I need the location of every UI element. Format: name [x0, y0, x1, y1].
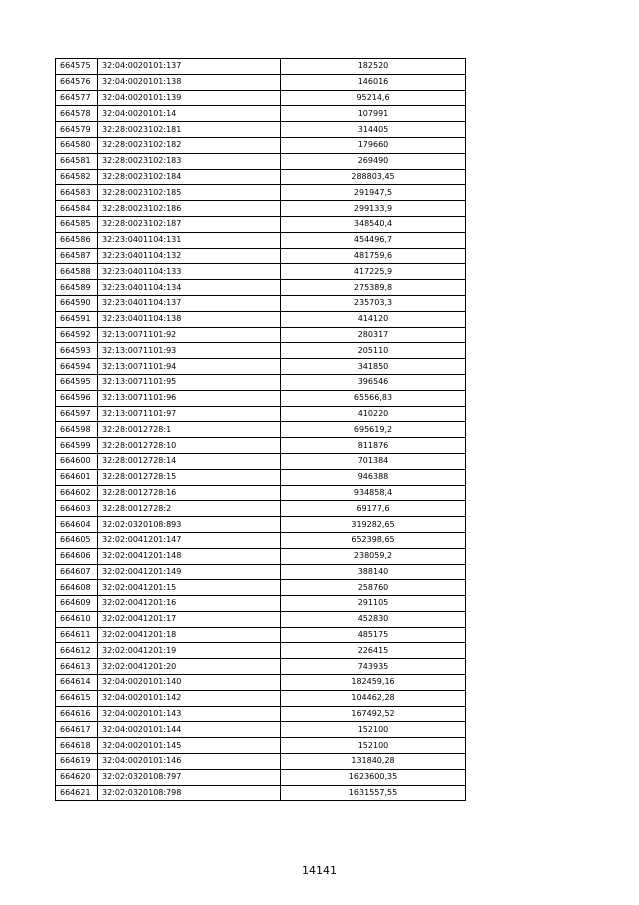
table-row: [56, 517, 466, 533]
value-cell: 275389,8: [281, 280, 466, 296]
table-row: [56, 59, 466, 75]
table-row: [56, 769, 466, 785]
cadastral-number-cell: 32:02:0041201:15: [98, 580, 281, 596]
value-cell: 95214,6: [281, 90, 466, 106]
cadastral-number-cell: 32:23:0401104:134: [98, 280, 281, 296]
row-number-cell: 664613: [56, 659, 98, 675]
cadastral-number-cell: 32:02:0041201:19: [98, 643, 281, 659]
cadastral-number-cell: 32:28:0023102:182: [98, 137, 281, 153]
cadastral-number-cell: 32:28:0012728:1: [98, 422, 281, 438]
row-number-cell: 664608: [56, 580, 98, 596]
cadastral-number-cell: 32:13:0071101:96: [98, 390, 281, 406]
cadastral-number-cell: 32:02:0041201:16: [98, 596, 281, 612]
row-number-cell: 664620: [56, 769, 98, 785]
value-cell: 1631557,55: [281, 785, 466, 801]
row-number-cell: 664615: [56, 690, 98, 706]
value-cell: 652398,65: [281, 532, 466, 548]
value-cell: 695619,2: [281, 422, 466, 438]
cadastral-number-cell: 32:04:0020101:143: [98, 706, 281, 722]
value-cell: 291947,5: [281, 185, 466, 201]
table-row: [56, 74, 466, 90]
value-cell: 107991: [281, 106, 466, 122]
row-number-cell: 664596: [56, 390, 98, 406]
row-number-cell: 664604: [56, 517, 98, 533]
cadastral-number-cell: 32:28:0012728:10: [98, 438, 281, 454]
value-cell: 269490: [281, 153, 466, 169]
table-row: [56, 90, 466, 106]
row-number-cell: 664617: [56, 722, 98, 738]
value-cell: 152100: [281, 738, 466, 754]
row-number-cell: 664618: [56, 738, 98, 754]
row-number-cell: 664606: [56, 548, 98, 564]
table-row: [56, 564, 466, 580]
value-cell: 481759,6: [281, 248, 466, 264]
value-cell: 319282,65: [281, 517, 466, 533]
value-cell: 146016: [281, 74, 466, 90]
page-number: 14141: [302, 864, 337, 877]
row-number-cell: 664587: [56, 248, 98, 264]
value-cell: 341850: [281, 359, 466, 375]
cadastral-number-cell: 32:02:0041201:18: [98, 627, 281, 643]
value-cell: 701384: [281, 453, 466, 469]
row-number-cell: 664589: [56, 280, 98, 296]
cadastral-number-cell: 32:02:0041201:17: [98, 611, 281, 627]
table-row: [56, 485, 466, 501]
row-number-cell: 664588: [56, 264, 98, 280]
table-body: [56, 59, 466, 801]
cadastral-number-cell: 32:28:0012728:16: [98, 485, 281, 501]
row-number-cell: 664591: [56, 311, 98, 327]
cadastral-number-cell: 32:28:0023102:183: [98, 153, 281, 169]
cadastral-number-cell: 32:02:0320108:798: [98, 785, 281, 801]
value-cell: 65566,83: [281, 390, 466, 406]
cadastral-number-cell: 32:28:0012728:14: [98, 453, 281, 469]
table-row: [56, 106, 466, 122]
cadastral-number-cell: 32:28:0023102:181: [98, 122, 281, 138]
table-row: [56, 327, 466, 343]
table-row: [56, 548, 466, 564]
row-number-cell: 664616: [56, 706, 98, 722]
value-cell: 314405: [281, 122, 466, 138]
cadastral-number-cell: 32:23:0401104:133: [98, 264, 281, 280]
value-cell: 452830: [281, 611, 466, 627]
cadastral-number-cell: 32:13:0071101:97: [98, 406, 281, 422]
row-number-cell: 664584: [56, 201, 98, 217]
value-cell: 811876: [281, 438, 466, 454]
value-cell: 454496,7: [281, 232, 466, 248]
table-row: [56, 153, 466, 169]
value-cell: 69177,6: [281, 501, 466, 517]
table-row: [56, 122, 466, 138]
row-number-cell: 664585: [56, 216, 98, 232]
value-cell: 396546: [281, 374, 466, 390]
value-cell: 205110: [281, 343, 466, 359]
cadastral-number-cell: 32:28:0023102:184: [98, 169, 281, 185]
row-number-cell: 664612: [56, 643, 98, 659]
value-cell: 167492,52: [281, 706, 466, 722]
row-number-cell: 664578: [56, 106, 98, 122]
table-row: [56, 359, 466, 375]
table-row: [56, 611, 466, 627]
value-cell: 388140: [281, 564, 466, 580]
cadastral-number-cell: 32:23:0401104:137: [98, 295, 281, 311]
cadastral-number-cell: 32:13:0071101:94: [98, 359, 281, 375]
cadastral-number-cell: 32:13:0071101:93: [98, 343, 281, 359]
value-cell: 946388: [281, 469, 466, 485]
table-row: [56, 706, 466, 722]
value-cell: 934858,4: [281, 485, 466, 501]
value-cell: 182459,16: [281, 675, 466, 691]
value-cell: 280317: [281, 327, 466, 343]
cadastral-number-cell: 32:13:0071101:95: [98, 374, 281, 390]
row-number-cell: 664577: [56, 90, 98, 106]
table-row: [56, 580, 466, 596]
table-row: [56, 596, 466, 612]
table-row: [56, 438, 466, 454]
table-row: [56, 232, 466, 248]
table-row: [56, 280, 466, 296]
row-number-cell: 664603: [56, 501, 98, 517]
row-number-cell: 664576: [56, 74, 98, 90]
cadastral-number-cell: 32:28:0012728:15: [98, 469, 281, 485]
row-number-cell: 664597: [56, 406, 98, 422]
row-number-cell: 664580: [56, 137, 98, 153]
row-number-cell: 664611: [56, 627, 98, 643]
cadastral-number-cell: 32:04:0020101:137: [98, 59, 281, 75]
value-cell: 288803,45: [281, 169, 466, 185]
cadastral-number-cell: 32:28:0023102:186: [98, 201, 281, 217]
value-cell: 1623600,35: [281, 769, 466, 785]
cadastral-number-cell: 32:02:0041201:149: [98, 564, 281, 580]
cadastral-number-cell: 32:04:0020101:139: [98, 90, 281, 106]
table-row: [56, 422, 466, 438]
table-row: [56, 185, 466, 201]
cadastral-number-cell: 32:23:0401104:132: [98, 248, 281, 264]
table-row: [56, 343, 466, 359]
cadastral-number-cell: 32:28:0023102:185: [98, 185, 281, 201]
table-row: [56, 453, 466, 469]
cadastral-number-cell: 32:04:0020101:146: [98, 754, 281, 770]
table-row: [56, 201, 466, 217]
table-row: [56, 374, 466, 390]
cadastral-number-cell: 32:02:0041201:147: [98, 532, 281, 548]
table-row: [56, 690, 466, 706]
row-number-cell: 664581: [56, 153, 98, 169]
cadastral-number-cell: 32:02:0320108:797: [98, 769, 281, 785]
table-row: [56, 659, 466, 675]
cadastral-value-table: [55, 58, 466, 801]
table-row: [56, 627, 466, 643]
value-cell: 414120: [281, 311, 466, 327]
value-cell: 410220: [281, 406, 466, 422]
table-row: [56, 501, 466, 517]
table-row: [56, 295, 466, 311]
row-number-cell: 664590: [56, 295, 98, 311]
value-cell: 299133,9: [281, 201, 466, 217]
row-number-cell: 664595: [56, 374, 98, 390]
table-row: [56, 738, 466, 754]
row-number-cell: 664614: [56, 675, 98, 691]
row-number-cell: 664579: [56, 122, 98, 138]
row-number-cell: 664582: [56, 169, 98, 185]
cadastral-number-cell: 32:23:0401104:131: [98, 232, 281, 248]
cadastral-number-cell: 32:28:0012728:2: [98, 501, 281, 517]
table-row: [56, 216, 466, 232]
table-row: [56, 532, 466, 548]
cadastral-number-cell: 32:02:0041201:20: [98, 659, 281, 675]
value-cell: 348540,4: [281, 216, 466, 232]
table-row: [56, 169, 466, 185]
cadastral-number-cell: 32:13:0071101:92: [98, 327, 281, 343]
table-row: [56, 390, 466, 406]
value-cell: 238059,2: [281, 548, 466, 564]
cadastral-number-cell: 32:23:0401104:138: [98, 311, 281, 327]
row-number-cell: 664609: [56, 596, 98, 612]
row-number-cell: 664600: [56, 453, 98, 469]
table-row: [56, 722, 466, 738]
row-number-cell: 664621: [56, 785, 98, 801]
value-cell: 258760: [281, 580, 466, 596]
table-row: [56, 643, 466, 659]
cadastral-number-cell: 32:04:0020101:138: [98, 74, 281, 90]
row-number-cell: 664602: [56, 485, 98, 501]
value-cell: 485175: [281, 627, 466, 643]
row-number-cell: 664592: [56, 327, 98, 343]
value-cell: 182520: [281, 59, 466, 75]
cadastral-number-cell: 32:02:0320108:893: [98, 517, 281, 533]
cadastral-number-cell: 32:02:0041201:148: [98, 548, 281, 564]
table-row: [56, 406, 466, 422]
cadastral-number-cell: 32:04:0020101:140: [98, 675, 281, 691]
row-number-cell: 664575: [56, 59, 98, 75]
row-number-cell: 664594: [56, 359, 98, 375]
table-row: [56, 469, 466, 485]
table-row: [56, 264, 466, 280]
value-cell: 743935: [281, 659, 466, 675]
table-row: [56, 248, 466, 264]
value-cell: 417225,9: [281, 264, 466, 280]
cadastral-number-cell: 32:04:0020101:142: [98, 690, 281, 706]
row-number-cell: 664605: [56, 532, 98, 548]
table-row: [56, 785, 466, 801]
value-cell: 131840,28: [281, 754, 466, 770]
value-cell: 226415: [281, 643, 466, 659]
value-cell: 179660: [281, 137, 466, 153]
cadastral-number-cell: 32:04:0020101:14: [98, 106, 281, 122]
value-cell: 152100: [281, 722, 466, 738]
row-number-cell: 664599: [56, 438, 98, 454]
row-number-cell: 664601: [56, 469, 98, 485]
table-row: [56, 311, 466, 327]
cadastral-number-cell: 32:04:0020101:144: [98, 722, 281, 738]
value-cell: 104462,28: [281, 690, 466, 706]
row-number-cell: 664598: [56, 422, 98, 438]
value-cell: 235703,3: [281, 295, 466, 311]
table-row: [56, 675, 466, 691]
row-number-cell: 664583: [56, 185, 98, 201]
value-cell: 291105: [281, 596, 466, 612]
table-row: [56, 137, 466, 153]
row-number-cell: 664619: [56, 754, 98, 770]
cadastral-number-cell: 32:28:0023102:187: [98, 216, 281, 232]
row-number-cell: 664593: [56, 343, 98, 359]
table-row: [56, 754, 466, 770]
row-number-cell: 664610: [56, 611, 98, 627]
cadastral-number-cell: 32:04:0020101:145: [98, 738, 281, 754]
row-number-cell: 664586: [56, 232, 98, 248]
row-number-cell: 664607: [56, 564, 98, 580]
